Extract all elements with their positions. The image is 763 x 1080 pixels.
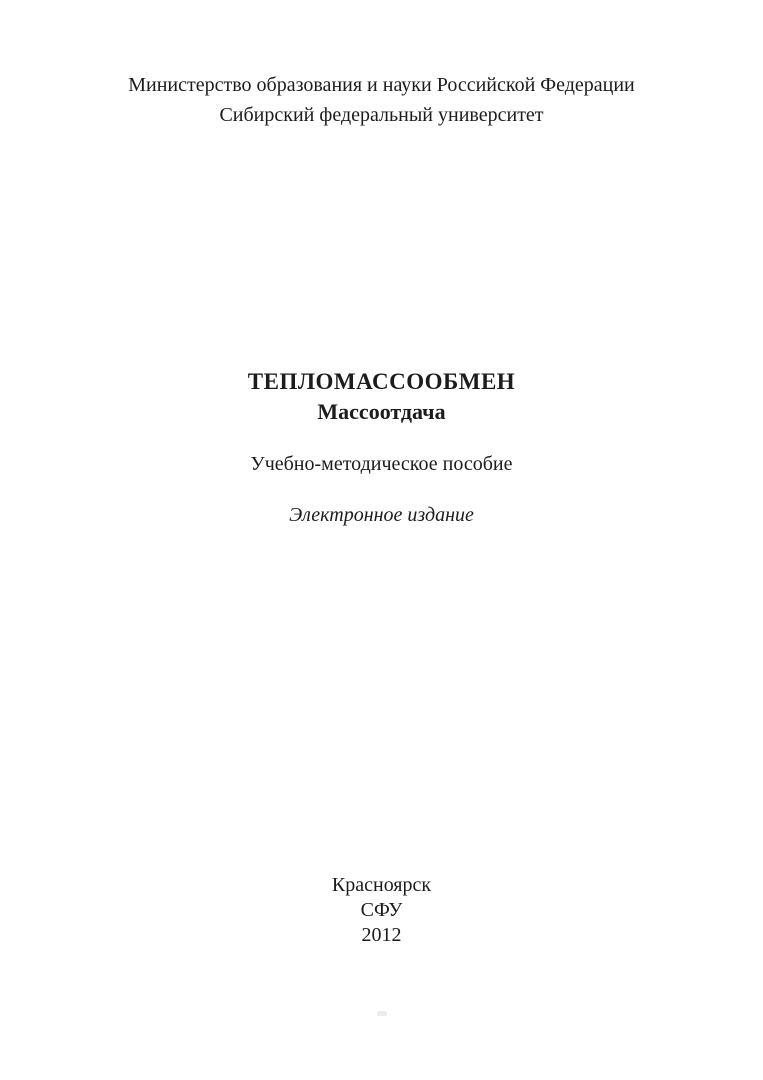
ministry-header [0,70,763,130]
imprint-block [0,873,763,948]
document-subtitle: Массоотдача [317,399,446,424]
imprint-year: 2012 [361,924,402,946]
edition-label: Электронное издание [289,504,474,526]
imprint-city: Красноярск [331,874,432,896]
imprint-publisher: СФУ [360,899,403,921]
document-type-label: Учебно-методическое пособие [250,453,513,475]
document-title: ТЕПЛОМАССООБМЕН [247,369,516,394]
ministry-line: Министерство образования и науки Российской Федерации [128,74,635,96]
university-line: Сибирский федеральный университет [219,104,544,126]
scan-artifact-mark [377,1011,387,1016]
title-block [0,366,763,427]
